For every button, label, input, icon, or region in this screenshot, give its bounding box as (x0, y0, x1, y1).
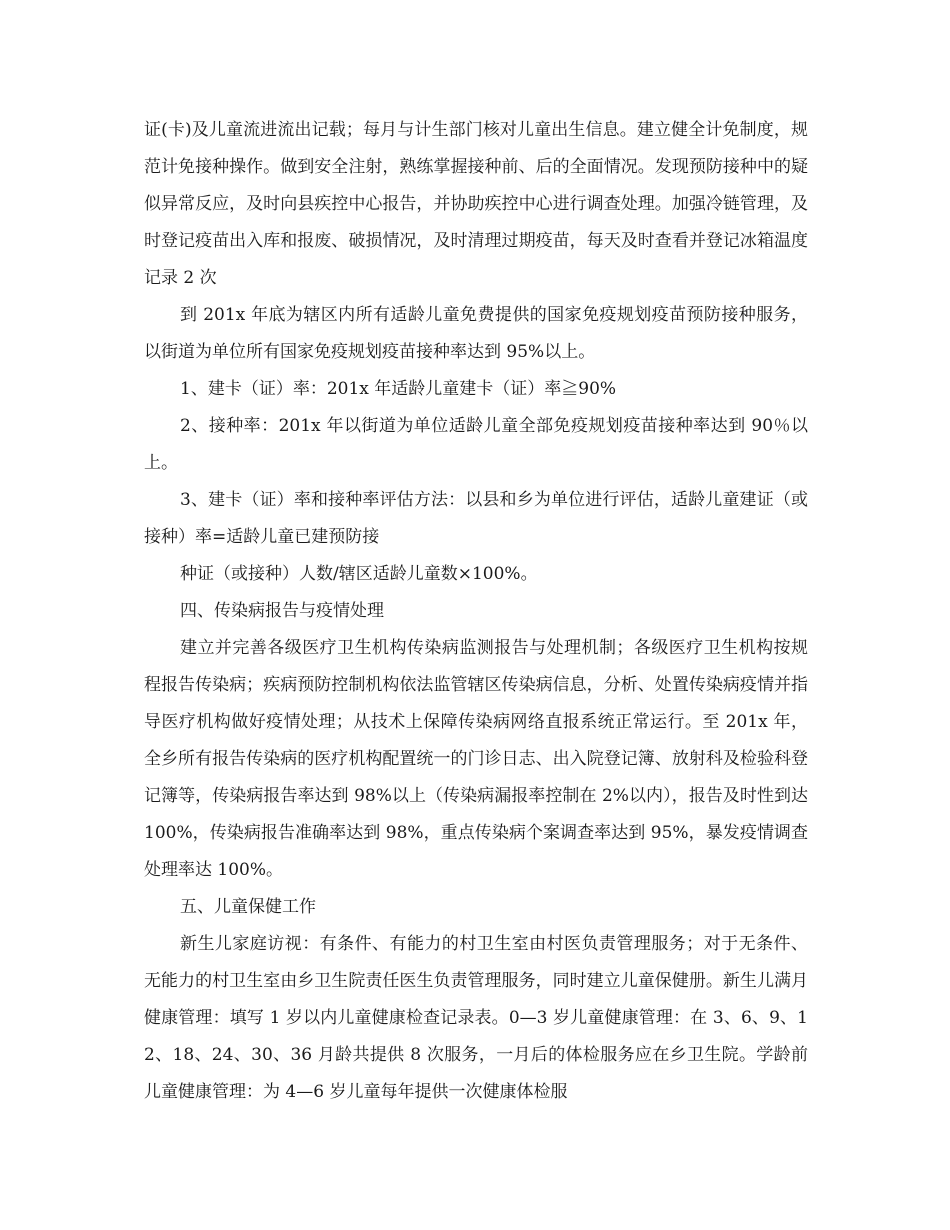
section-heading-child-health: 五、儿童保健工作 (180, 897, 316, 917)
document-body (144, 112, 808, 1111)
paragraph-vaccination-records: 证(卡)及儿童流进流出记载；每月与计生部门核对儿童出生信息。建立健全计免制度，规范计免接种操作。做到安全注射，熟练掌握接种前、后的全面情况。发现预防接种中的疑似异常反应，及时向县疾控中心报告，并协助疾控中心进行调查处理。加强冷链管理，及时登记疫苗出入库和报废、破损情况，及时清理过期疫苗，每天及时查看并登记冰箱温度记录 2 次 (144, 120, 808, 288)
paragraph-evaluation-formula: 种证（或接种）人数/辖区适龄儿童数×100%。 (180, 564, 538, 584)
paragraph-infectious-disease: 建立并完善各级医疗卫生机构传染病监测报告与处理机制；各级医疗卫生机构按规程报告传染病；疾病预防控制机构依法监管辖区传染病信息，分析、处置传染病疫情并指导医疗机构做好疫情处理；从技术上保障传染病网络直报系统正常运行。至 201x 年，全乡所有报告传染病的医疗机构配置统一的门诊日志、出入院登记簿、放射科及检验科登记簿等，传染病报告率达到 98%以上（传染病漏报率控制在 2%以内），报告及时性到达 100%，传染病报告准确率达到 98%，重点传染病个案调查率达到 95%，暴发疫情调查处理率达 100%。 (144, 638, 808, 880)
section-heading-infectious-disease: 四、传染病报告与疫情处理 (180, 601, 384, 621)
paragraph-card-rate: 1、建卡（证）率：201x 年适龄儿童建卡（证）率≧90% (180, 379, 617, 399)
paragraph-child-health: 新生儿家庭访视：有条件、有能力的村卫生室由村医负责管理服务；对于无条件、无能力的村卫生室由乡卫生院责任医生负责管理服务，同时建立儿童保健册。新生儿满月健康管理：填写 1 岁以内儿童健康检查记录表。0—3 岁儿童健康管理：在 3、6、9、12、18、24、30、36 月龄共提供 8 次服务，一月后的体检服务应在乡卫生院。学龄前儿童健康管理：为 4—6 岁儿童每年提供一次健康体检服 (144, 934, 808, 1102)
paragraph-evaluation-method: 3、建卡（证）率和接种率评估方法：以县和乡为单位进行评估，适龄儿童建证（或接种）率=适龄儿童已建预防接 (144, 490, 808, 547)
paragraph-vaccination-target: 到 201x 年底为辖区内所有适龄儿童免费提供的国家免疫规划疫苗预防接种服务，以街道为单位所有国家免疫规划疫苗接种率达到 95%以上。 (144, 305, 808, 362)
paragraph-vaccination-rate: 2、接种率：201x 年以街道为单位适龄儿童全部免疫规划疫苗接种率达到 90％以上。 (144, 416, 808, 473)
